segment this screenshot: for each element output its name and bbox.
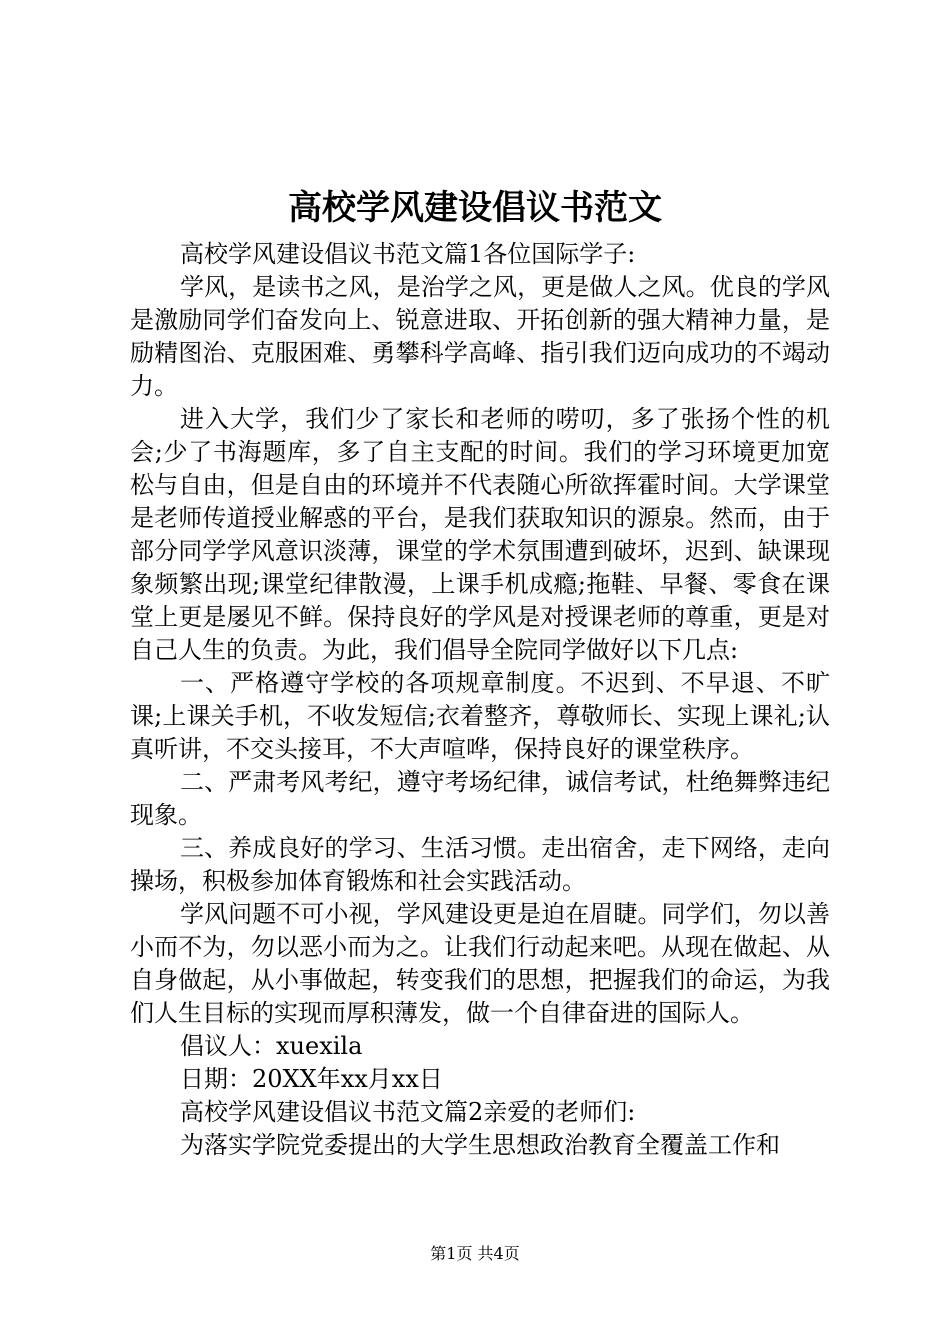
paragraph: 一、严格遵守学校的各项规章制度。不迟到、不早退、不旷课;上课关手机，不收发短信;衣着整齐，尊敬师长、实现上课礼;认真听讲，不交头接耳，不大声喧哗，保持良好的课堂秩序。 — [130, 669, 830, 763]
paragraph: 进入大学，我们少了家长和老师的唠叨，多了张扬个性的机会;少了书海题库，多了自主支配的时间。我们的学习环境更加宽松与自由，但是自由的环境并不代表随心所欲挥霍时间。大学课堂是老师传道授业解惑的平台，是我们获取知识的源泉。然而，由于部分同学学风意识淡薄，课堂的学术氛围遭到破坏，迟到、缺课现象频繁出现;课堂纪律散漫，上课手机成瘾;拖鞋、早餐、零食在课堂上更是屡见不鲜。保持良好的学风是对授课老师的尊重，更是对自己人生的负责。为此，我们倡导全院同学做好以下几点: — [130, 405, 830, 664]
date-line: 日期：20XX年xx月xx日 — [180, 1065, 443, 1093]
signatory-line: 倡议人：xuexila — [180, 1032, 363, 1060]
paragraph: 二、严肃考风考纪，遵守考场纪律，诚信考试，杜绝舞弊违纪现象。 — [130, 768, 830, 829]
document-title: 高校学风建设倡议书范文 — [288, 188, 662, 228]
paragraph: 学风问题不可小视，学风建设更是迫在眉睫。同学们，勿以善小而不为，勿以恶小而为之。让我们行动起来吧。从现在做起、从自身做起，从小事做起，转变我们的思想，把握我们的命运，为我们人生目标的实现而厚积薄发，做一个自律奋进的国际人。 — [130, 900, 830, 1027]
paragraph: 高校学风建设倡议书范文篇2亲爱的老师们: — [180, 1098, 636, 1126]
paragraph: 为落实学院党委提出的大学生思想政治教育全覆盖工作和 — [180, 1131, 780, 1159]
paragraph: 高校学风建设倡议书范文篇1各位国际学子: — [180, 240, 636, 268]
document-body — [130, 238, 830, 1162]
paragraph: 学风，是读书之风，是治学之风，更是做人之风。优良的学风是激励同学们奋发向上、锐意进取、开拓创新的强大精神力量，是励精图治、克服困难、勇攀科学高峰、指引我们迈向成功的不竭动力。 — [130, 273, 830, 400]
page-number-footer: 第1页 共4页 — [430, 1244, 520, 1263]
paragraph: 三、养成良好的学习、生活习惯。走出宿舍，走下网络，走向操场，积极参加体育锻炼和社会实践活动。 — [130, 834, 830, 895]
